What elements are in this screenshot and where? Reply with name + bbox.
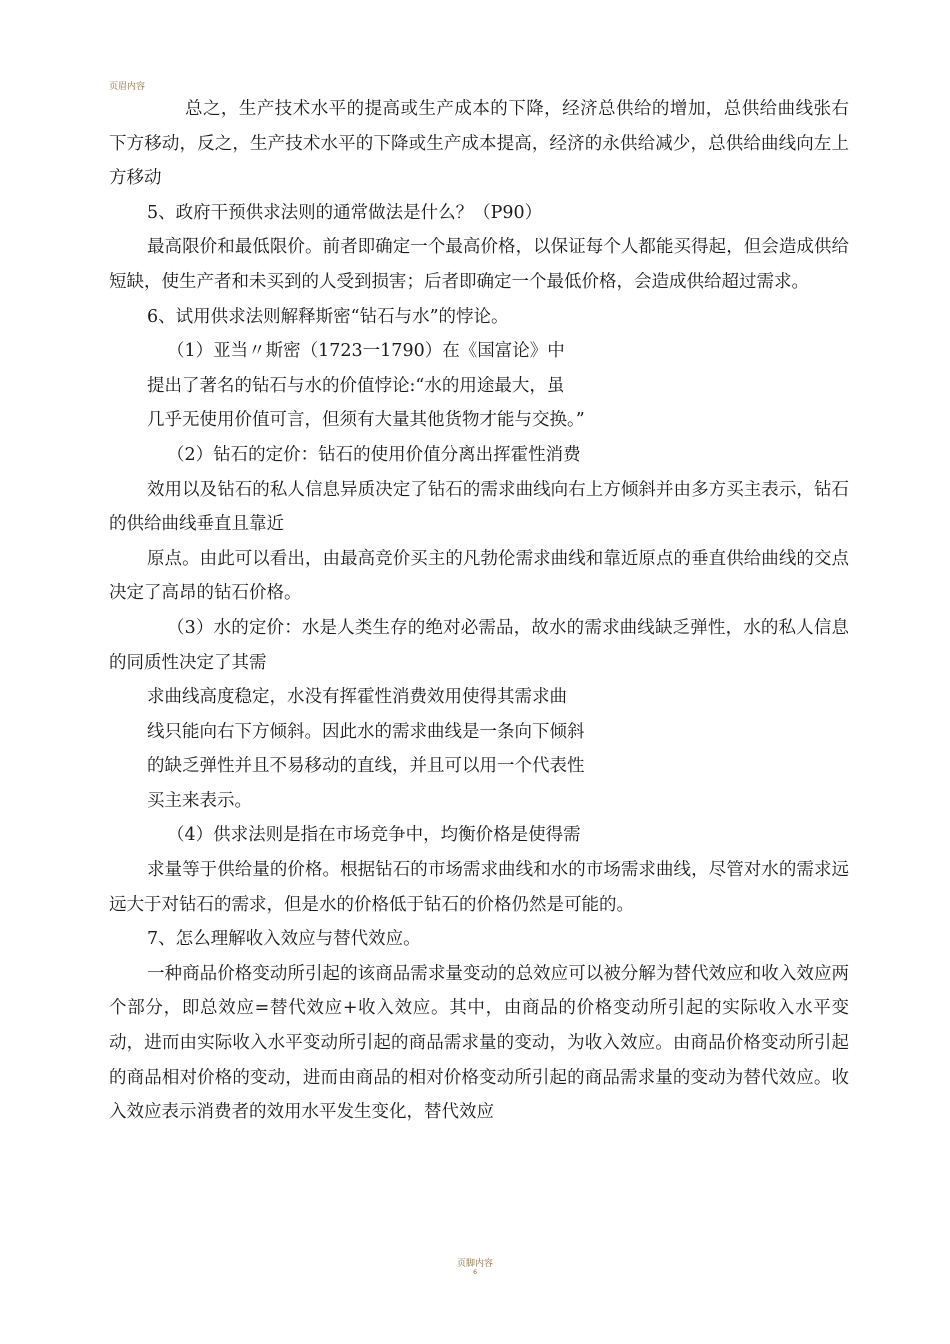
page-footer: 页脚内容: [456, 1259, 493, 1269]
question-7-heading: 7、怎么理解收入效应与替代效应。: [147, 929, 421, 950]
page-number: 6: [473, 1269, 477, 1276]
answer-6-line: 线只能向右下方倾斜。因此水的需求曲线是一条向下倾斜: [147, 721, 585, 742]
answer-6-line: 效用以及钻石的私人信息异质决定了钻石的需求曲线向右上方倾斜并由多方买主表示，钻石的供给曲线垂直且靠近: [109, 479, 849, 535]
answer-5: 最高限价和最低限价。前者即确定一个最高价格，以保证每个人都能买得起，但会造成供给短缺，使生产者和未买到的人受到损害；后者即确定一个最低价格，会造成供给超过需求。: [109, 237, 849, 292]
answer-6-line: 提出了著名的钻石与水的价值悖论:“水的用途最大，虽: [147, 375, 565, 396]
question-6-heading: 6、试用供求法则解释斯密“钻石与水”的悖论。: [147, 306, 509, 327]
paragraph-summary: 总之，生产技术水平的提高或生产成本的下降，经济总供给的增加，总供给曲线张右下方移动，反之，生产技术水平的下降或生产成本提高，经济的永供给减少，总供给曲线向左上方移动: [109, 99, 849, 189]
answer-6-line: 求量等于供给量的价格。根据钻石的市场需求曲线和水的市场需求曲线，尽管对水的需求远远大于对钻石的需求，但是水的价格低于钻石的价格仍然是可能的。: [109, 860, 849, 915]
answer-6-point-2: （2）钻石的定价：钻石的使用价值分离出挥霍性消费: [167, 444, 581, 465]
answer-6-line: 求曲线高度稳定，水没有挥霍性消费效用使得其需求曲: [147, 687, 567, 708]
answer-6-point-3: （3）水的定价：水是人类生存的绝对必需品，故水的需求曲线缺乏弹性，水的私人信息的同质性决定了其需: [109, 617, 849, 673]
answer-6-line: 几乎无使用价值可言，但须有大量其他货物才能与交换。”: [147, 410, 585, 431]
answer-6-line: 买主来表示。: [147, 790, 252, 811]
page-header: 页眉内容: [109, 82, 146, 92]
document-body: [109, 92, 849, 1130]
answer-6-point-4: （4）供求法则是指在市场竞争中，均衡价格是使得需: [167, 825, 581, 846]
answer-6-point-1: （1）亚当〃斯密（1723一1790）在《国富论》中: [167, 341, 565, 362]
answer-7: 一种商品价格变动所引起的该商品需求量变动的总效应可以被分解为替代效应和收入效应两个部分，即总效应=替代效应+收入效应。其中，由商品的价格变动所引起的实际收入水平变动，进而由实际收入水平变动所引起的商品需求量的变动，为收入效应。由商品价格变动所引起的商品相对价格的变动，进而由商品的相对价格变动所引起的商品需求量的变动为替代效应。收入效应表示消费者的效用水平发生变化，替代效应: [109, 963, 849, 1123]
question-5-heading: 5、政府干预供求法则的通常做法是什么？（P90）: [147, 202, 543, 223]
answer-6-line: 的缺乏弹性并且不易移动的直线，并且可以用一个代表性: [147, 756, 585, 777]
answer-6-line: 原点。由此可以看出，由最高竞价买主的凡勃伦需求曲线和靠近原点的垂直供给曲线的交点决定了高昂的钻石价格。: [109, 548, 849, 604]
